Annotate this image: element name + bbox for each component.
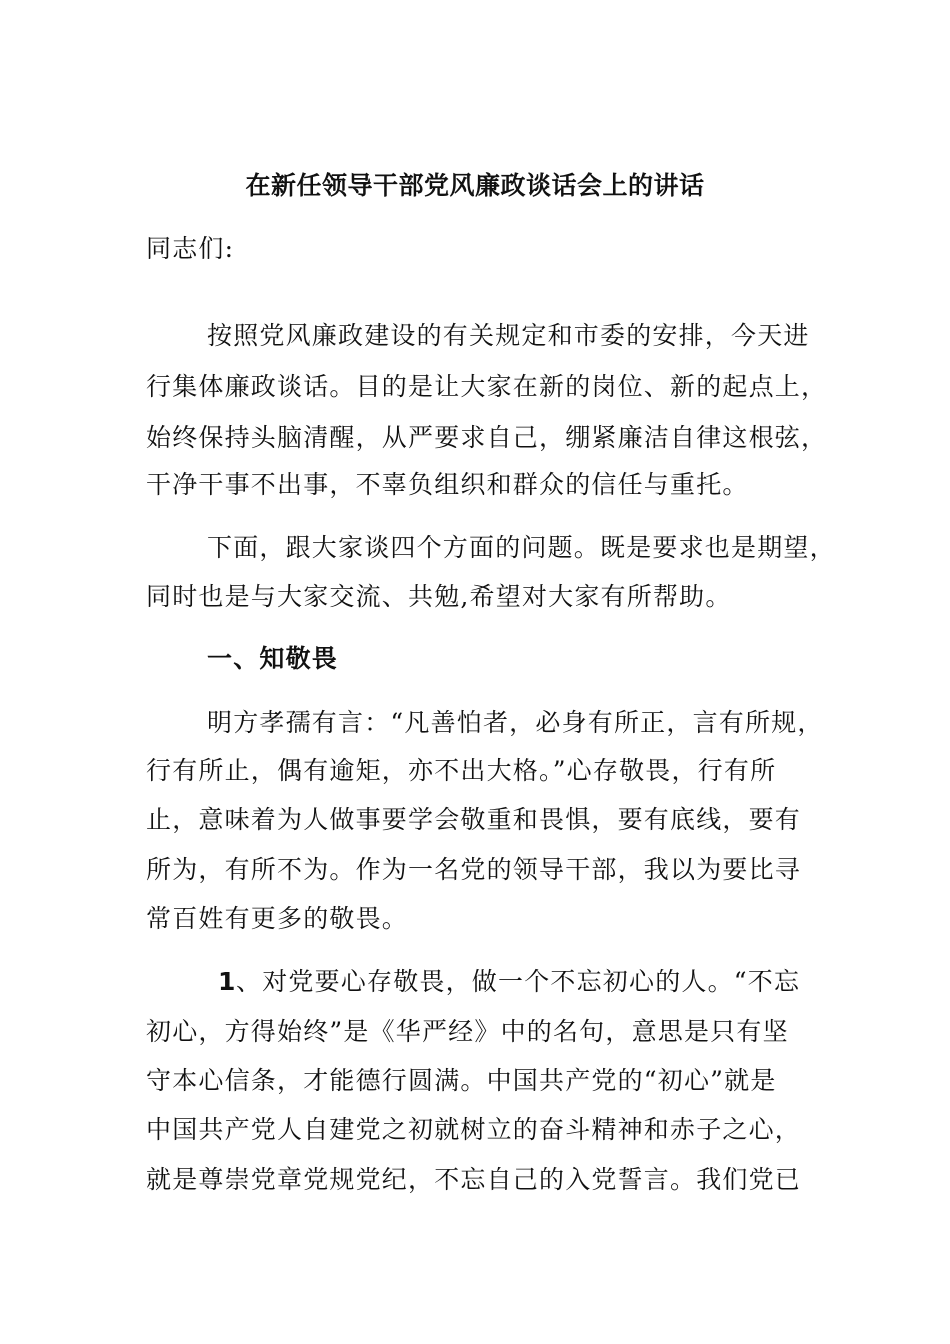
paragraph-line: 止，意味着为人做事要学会敬重和畏惧，要有底线，要有 [146,805,802,834]
paragraph-line: 就是尊崇党章党规党纪，不忘自己的入党誓言。我们党已 [146,1165,802,1194]
paragraph-line: 行集体廉政谈话。目的是让大家在新的岗位、新的起点上， [146,372,828,401]
subsection-number: 1 [218,967,237,996]
paragraph-line: 守本心信条，才能德行圆满。中国共产党的“初心”就是 [146,1066,777,1095]
paragraph-line: 所为，有所不为。作为一名党的领导干部，我以为要比寻 [146,855,802,884]
document-title: 在新任领导干部党风廉政谈话会上的讲话 [245,171,705,200]
paragraph-line: 中国共产党人自建党之初就树立的奋斗精神和赤子之心， [146,1115,802,1144]
paragraph-line: 始终保持头脑清醒，从严要求自己，绷紧廉洁自律这根弦， [146,423,828,452]
paragraph-line: 常百姓有更多的敬畏。 [146,904,409,933]
paragraph-line: 初心，方得始终”是《华严经》中的名句，意思是只有坚 [146,1017,789,1046]
section-heading: 一、知敬畏 [207,644,339,673]
paragraph-line: 、对党要心存敬畏，做一个不忘初心的人。“不忘 [236,967,801,996]
paragraph-line: 明方孝孺有言：“凡善怕者，必身有所正，言有所规， [207,708,824,737]
paragraph-line: 同时也是与大家交流、共勉,希望对大家有所帮助。 [146,582,732,611]
paragraph-line: 下面，跟大家谈四个方面的问题。既是要求也是期望， [207,533,836,562]
paragraph-line: 干净干事不出事，不辜负组织和群众的信任与重托。 [146,470,749,499]
salutation: 同志们: [146,234,235,263]
paragraph-line: 行有所止，偶有逾矩，亦不出大格。”心存敬畏，行有所 [146,756,777,785]
paragraph-line: 按照党风廉政建设的有关规定和市委的安排，今天进 [207,321,810,350]
